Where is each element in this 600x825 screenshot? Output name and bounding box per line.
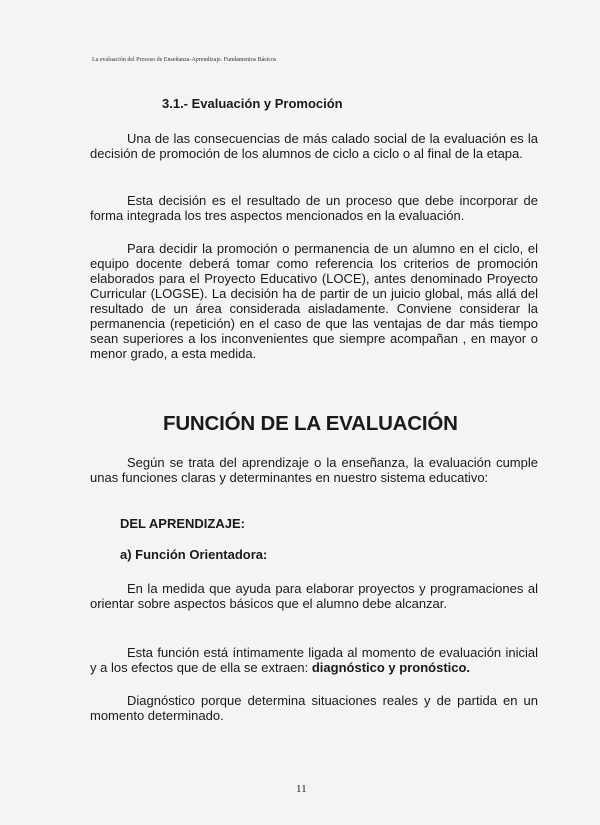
paragraph-orientadora: En la medida que ayuda para elaborar proyectos y programaciones al orientar sobre aspectos básicos que el alumno debe alcanzar.	[90, 581, 538, 611]
running-header: La evaluación del Proceso de Enseñanza-Aprendizaje. Fundamentos Básicos	[92, 57, 277, 63]
section-title: 3.1.- Evaluación y Promoción	[162, 96, 343, 111]
paragraph-intro: Según se trata del aprendizaje o la enseñanza, la evaluación cumple unas funciones claras y determinantes en nuestro sistema educativo:	[90, 455, 538, 485]
paragraph-decision: Esta decisión es el resultado de un proceso que debe incorporar de forma integrada los tres aspectos mencionados en la evaluación.	[90, 193, 538, 223]
subhead-funcion-orientadora: a) Función Orientadora:	[120, 547, 268, 562]
paragraph-ligada	[90, 645, 538, 675]
paragraph-ligada-text: Esta función está íntimamente ligada al momento de evaluación inicial y a los efectos que de ella se extraen:	[90, 645, 538, 675]
paragraph-promocion: Para decidir la promoción o permanencia de un alumno en el ciclo, el equipo docente deberá tomar como referencia los criterios de promoción elaborados para el Proyecto Educativo (LOCE), antes denominado Proyecto Curricular (LOGSE). La decisión ha de partir de un juicio global, más allá del resultado de un área considerada aisladamente. Conviene considerar la permanencia (repetición) en el caso de que las ventajas de dar más tiempo sean superiores a los inconvenientes que siempre acompañan , en mayor o menor grado, a esta medida.	[90, 241, 538, 361]
paragraph-diagnostico: Diagnóstico porque determina situaciones reales y de partida en un momento determinado.	[90, 693, 538, 723]
page-number: 11	[296, 783, 307, 795]
paragraph-consecuencias: Una de las consecuencias de más calado social de la evaluación es la decisión de promoción de los alumnos de ciclo a ciclo o al final de la etapa.	[90, 131, 538, 161]
subhead-aprendizaje: DEL APRENDIZAJE:	[120, 516, 245, 531]
main-title: FUNCIÓN DE LA EVALUACIÓN	[163, 412, 458, 435]
paragraph-ligada-bold: diagnóstico y pronóstico.	[311, 660, 471, 675]
